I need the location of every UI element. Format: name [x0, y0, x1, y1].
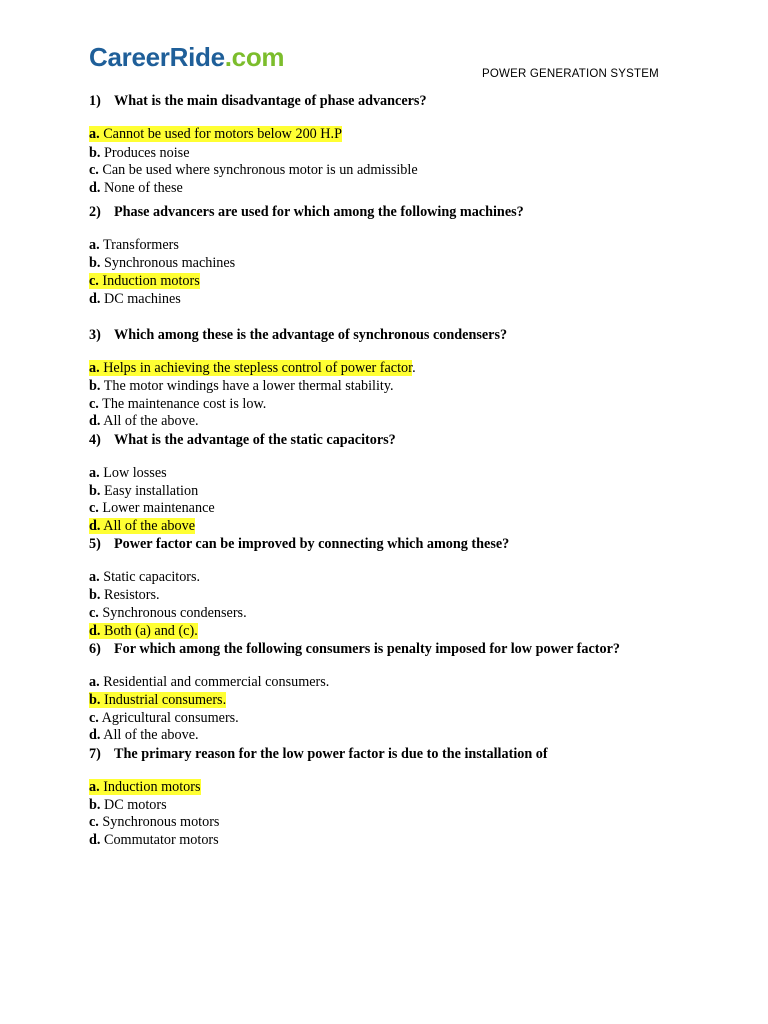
option-3c: c. The maintenance cost is low. [89, 396, 267, 412]
answer-highlight: a. Cannot be used for motors below 200 H.P [89, 126, 342, 142]
option-1a [89, 126, 342, 143]
option-7c: c. Synchronous motors [89, 814, 220, 830]
question-text: For which among the following consumers is penalty imposed for low power factor? [114, 641, 621, 657]
question-text: Phase advancers are used for which among the following machines? [114, 204, 524, 220]
option-5b: b. Resistors. [89, 587, 160, 603]
option-4d [89, 518, 195, 535]
question-2 [89, 204, 524, 221]
answer-highlight: a. Helps in achieving the stepless control of power factor [89, 360, 413, 376]
question-number: 7) [89, 746, 101, 762]
option-2a: a. Transformers [89, 237, 179, 253]
option-4a: a. Low losses [89, 465, 167, 481]
option-5a: a. Static capacitors. [89, 569, 201, 585]
question-text: Power factor can be improved by connecting which among these? [114, 536, 510, 552]
option-7d: d. Commutator motors [89, 832, 219, 848]
answer-highlight: d. Both (a) and (c). [89, 623, 198, 639]
option-1b: b. Produces noise [89, 145, 190, 161]
option-3a: a. Helps in achieving the stepless control of power factor. [89, 360, 416, 376]
option-5d [89, 623, 198, 640]
question-number: 4) [89, 432, 101, 448]
question-number: 5) [89, 536, 101, 552]
logo-suffix-text: .com [224, 42, 285, 72]
question-4 [89, 432, 396, 449]
question-5 [89, 536, 509, 553]
question-1 [89, 93, 427, 110]
answer-highlight: c. Induction motors [89, 273, 200, 289]
option-2b: b. Synchronous machines [89, 255, 236, 271]
option-4c: c. Lower maintenance [89, 500, 215, 516]
option-6c: c. Agricultural consumers. [89, 710, 239, 726]
option-3b: b. The motor windings have a lower thermal stability. [89, 378, 394, 394]
question-text: What is the advantage of the static capacitors? [114, 432, 396, 448]
question-6 [89, 641, 620, 658]
question-text: Which among these is the advantage of synchronous condensers? [114, 327, 508, 343]
option-6b [89, 692, 226, 709]
option-2c [89, 273, 200, 290]
answer-highlight: a. Induction motors [89, 779, 201, 795]
option-4b: b. Easy installation [89, 483, 199, 499]
option-7b: b. DC motors [89, 797, 167, 813]
option-1d: d. None of these [89, 180, 183, 196]
subject-header: POWER GENERATION SYSTEM [482, 68, 659, 80]
option-7a [89, 779, 201, 796]
option-3d: d. All of the above. [89, 413, 199, 429]
logo-main-text: CareerRide [89, 42, 225, 72]
careerride-logo [89, 42, 284, 73]
question-number: 1) [89, 93, 101, 109]
option-1c: c. Can be used where synchronous motor is un admissible [89, 162, 418, 178]
question-3 [89, 327, 507, 344]
question-number: 2) [89, 204, 101, 220]
question-7 [89, 746, 548, 763]
option-6d: d. All of the above. [89, 727, 199, 743]
question-text: The primary reason for the low power factor is due to the installation of [114, 746, 548, 762]
question-text: What is the main disadvantage of phase advancers? [114, 93, 427, 109]
option-2d: d. DC machines [89, 291, 181, 307]
option-6a: a. Residential and commercial consumers. [89, 674, 330, 690]
answer-highlight: b. Industrial consumers. [89, 692, 227, 708]
question-number: 3) [89, 327, 101, 343]
question-number: 6) [89, 641, 101, 657]
option-5c: c. Synchronous condensers. [89, 605, 247, 621]
answer-highlight: d. All of the above [89, 518, 195, 534]
